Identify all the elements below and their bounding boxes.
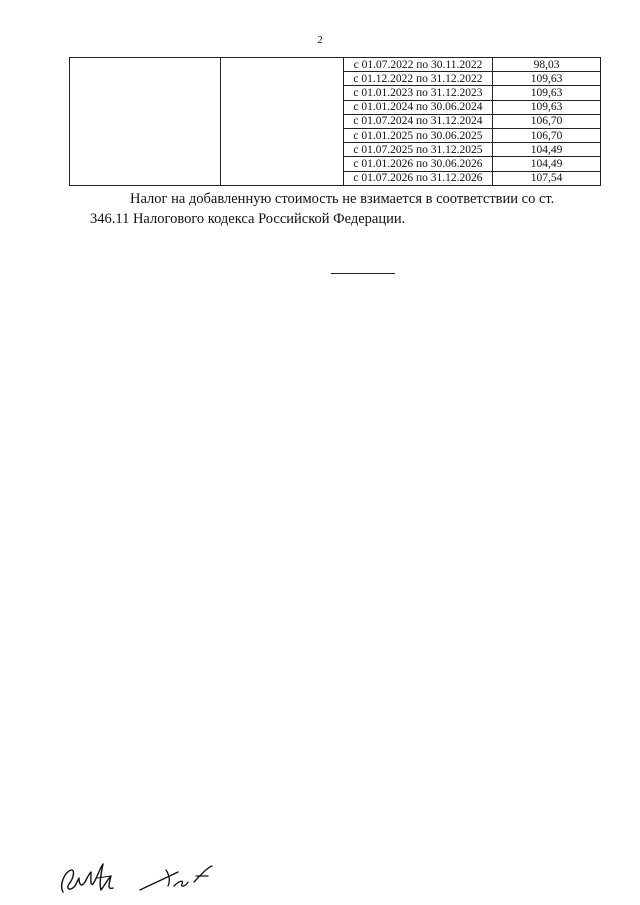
tariff-period-cell: с 01.07.2022 по 30.11.2022 (344, 58, 493, 72)
end-separator-line (331, 273, 395, 274)
tariff-value-cell: 106,70 (493, 114, 601, 128)
tariff-value-cell: 98,03 (493, 58, 601, 72)
tariff-value-cell: 109,63 (493, 72, 601, 86)
tariff-period-cell: с 01.07.2026 по 31.12.2026 (344, 171, 493, 185)
tariff-table (69, 57, 601, 186)
tariff-period-cell: с 01.12.2022 по 31.12.2022 (344, 72, 493, 86)
vat-note-line-2: 346.11 Налогового кодекса Российской Федерации. (90, 211, 406, 227)
tariff-period-cell: с 01.07.2024 по 31.12.2024 (344, 114, 493, 128)
tariff-period-cell: с 01.01.2023 по 31.12.2023 (344, 86, 493, 100)
page-number: 2 (317, 34, 323, 46)
tariff-value-cell: 104,49 (493, 143, 601, 157)
tariff-row (70, 58, 601, 72)
tariff-table-body (70, 58, 601, 186)
tariff-value-cell: 109,63 (493, 86, 601, 100)
tariff-value-cell: 109,63 (493, 100, 601, 114)
empty-merged-cell-2 (221, 58, 344, 186)
signature-initials-2 (136, 862, 216, 896)
tariff-period-cell: с 01.01.2026 по 30.06.2026 (344, 157, 493, 171)
tariff-value-cell: 104,49 (493, 157, 601, 171)
tariff-period-cell: с 01.01.2024 по 30.06.2024 (344, 100, 493, 114)
tariff-value-cell: 106,70 (493, 128, 601, 142)
empty-merged-cell-1 (70, 58, 221, 186)
vat-note-line-1: Налог на добавленную стоимость не взимается в соответствии со ст. (130, 191, 555, 207)
tariff-period-cell: с 01.01.2025 по 30.06.2025 (344, 128, 493, 142)
tariff-period-cell: с 01.07.2025 по 31.12.2025 (344, 143, 493, 157)
signature-initials-1 (57, 858, 123, 898)
vat-note (90, 189, 590, 229)
tariff-value-cell: 107,54 (493, 171, 601, 185)
